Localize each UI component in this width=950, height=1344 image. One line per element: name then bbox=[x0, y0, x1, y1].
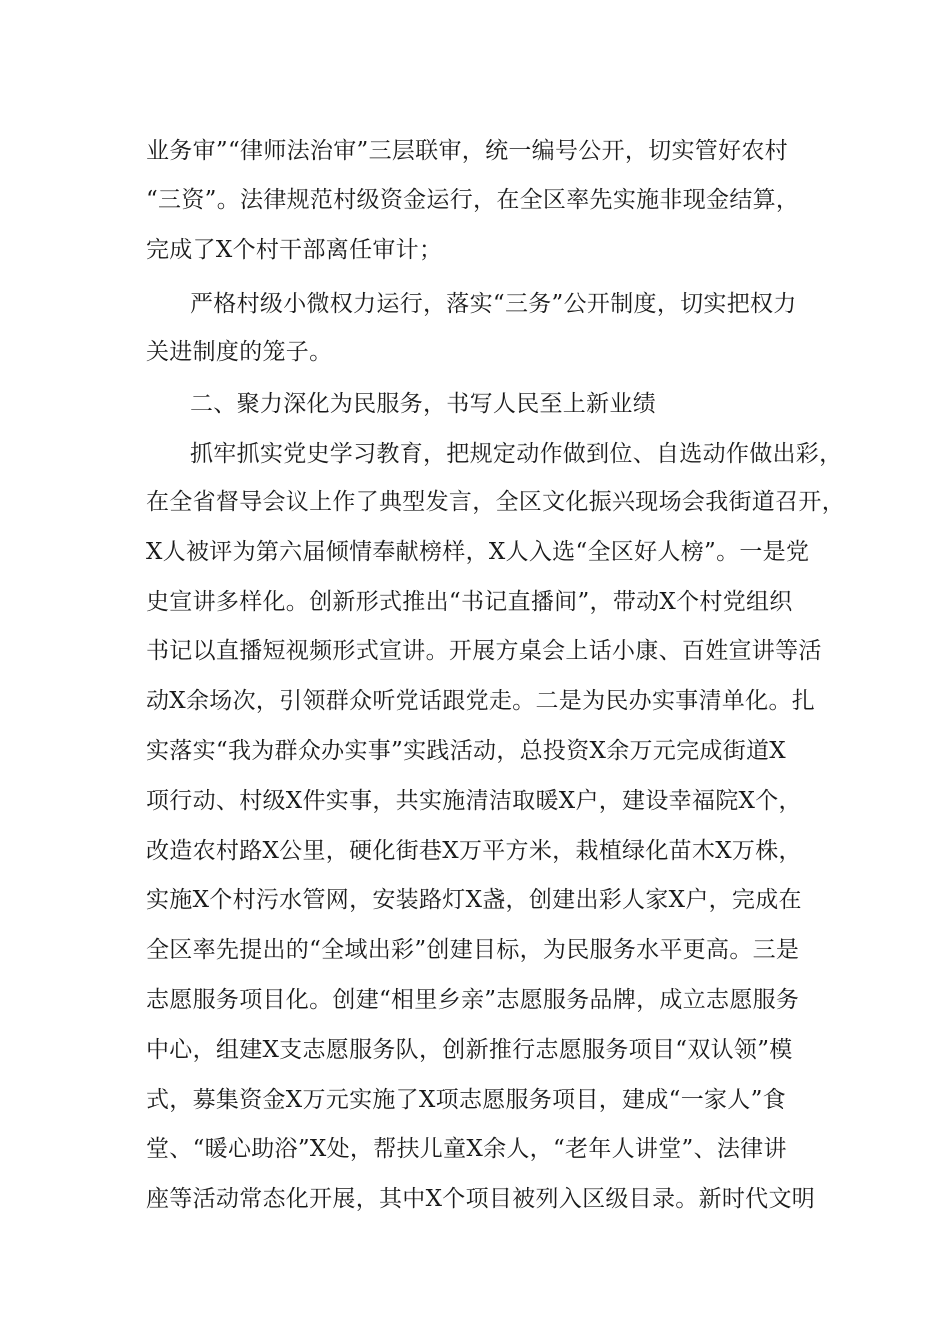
text-line: 全区率先提出的“全域出彩”创建目标，为民服务水平更高。三是 bbox=[146, 937, 800, 963]
text-line: 史宣讲多样化。创新形式推出“书记直播间”，带动X个村党组织 bbox=[146, 589, 793, 615]
text-line: 项行动、村级X件实事，共实施清洁取暖X户，建设幸福院X个， bbox=[146, 788, 802, 814]
text-line: X人被评为第六届倾情奉献榜样，X人入选“全区好人榜”。一是党 bbox=[146, 539, 810, 565]
text-line: 中心，组建X支志愿服务队，创新推行志愿服务项目“双认领”模 bbox=[146, 1037, 793, 1063]
text-line: 实落实“我为群众办实事”实践活动，总投资X余万元完成街道X bbox=[146, 738, 786, 764]
text-line: 书记以直播短视频形式宣讲。开展方桌会上话小康、百姓宣讲等活 bbox=[146, 638, 822, 664]
text-line: 动X余场次，引领群众听党话跟党走。二是为民办实事清单化。扎 bbox=[146, 688, 816, 714]
text-line: 座等活动常态化开展，其中X个项目被列入区级目录。新时代文明 bbox=[146, 1186, 816, 1212]
text-line: 抓牢抓实党史学习教育，把规定动作做到位、自选动作做出彩， bbox=[190, 441, 843, 467]
text-line: 业务审”“律师法治审”三层联审，统一编号公开，切实管好农村 bbox=[146, 138, 788, 164]
text-line: 完成了X个村干部离任审计； bbox=[146, 237, 443, 263]
text-line: “三资”。法律规范村级资金运行，在全区率先实施非现金结算， bbox=[146, 187, 800, 213]
text-line: 志愿服务项目化。创建“相里乡亲”志愿服务品牌，成立志愿服务 bbox=[146, 987, 800, 1013]
text-line: 改造农村路X公里，硬化街巷X万平方米，栽植绿化苗木X万株， bbox=[146, 838, 802, 864]
text-line: 堂、“暖心助浴”X处，帮扶儿童X余人，“老年人讲堂”、法律讲 bbox=[146, 1136, 787, 1162]
text-line: 式，募集资金X万元实施了X项志愿服务项目，建成“一家人”食 bbox=[146, 1087, 786, 1113]
text-line: 在全省督导会议上作了典型发言，全区文化振兴现场会我街道召开， bbox=[146, 489, 845, 515]
text-line: 实施X个村污水管网，安装路灯X盏，创建出彩人家X户，完成在 bbox=[146, 887, 802, 913]
section-heading: 二、聚力深化为民服务，书写人民至上新业绩 bbox=[190, 391, 656, 417]
text-line: 关进制度的笼子。 bbox=[146, 339, 333, 365]
text-line: 严格村级小微权力运行，落实“三务”公开制度，切实把权力 bbox=[190, 291, 797, 317]
